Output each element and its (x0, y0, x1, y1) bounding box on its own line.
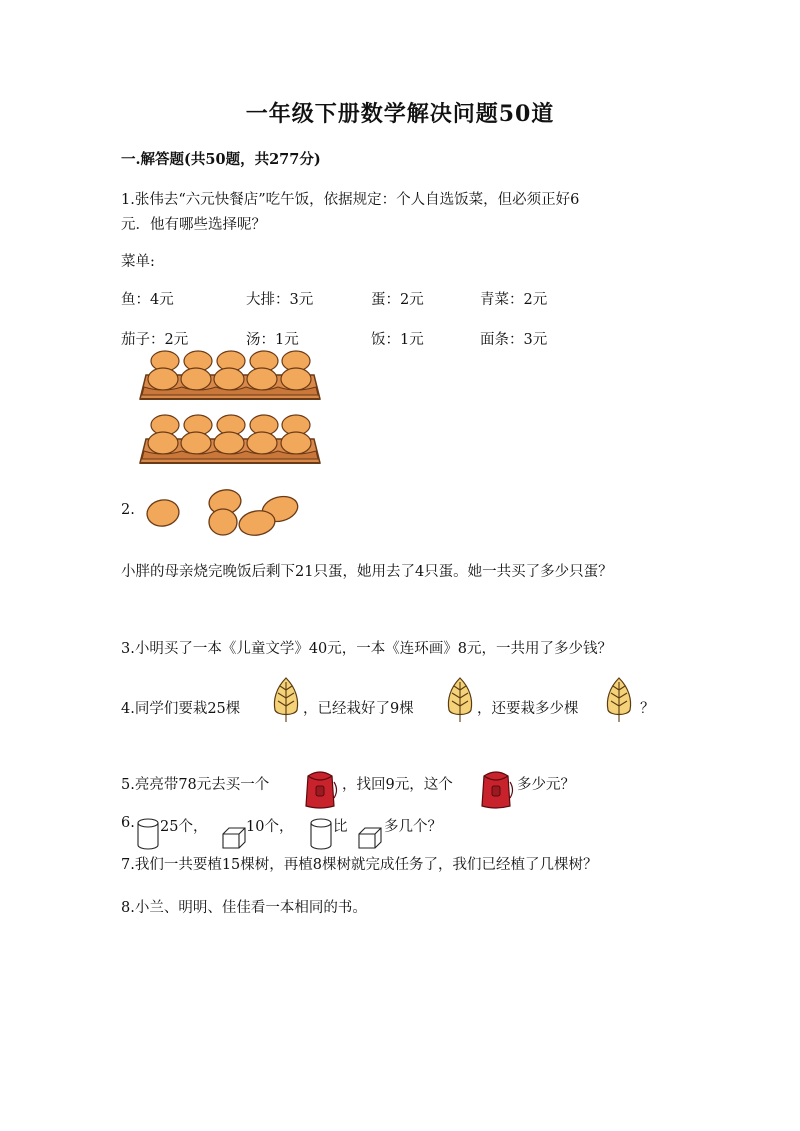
menu-item-egg: 蛋：2元 (371, 292, 424, 308)
tree-icon (445, 676, 475, 724)
menu-item-eggplant: 茄子：2元 (121, 332, 189, 348)
question-8-text: 8.小兰、明明、佳佳看一本相同的书。 (121, 900, 367, 916)
question-2-number: 2. (121, 502, 135, 518)
question-1-line-2: 元．他有哪些选择呢？ (121, 217, 266, 233)
cube-icon (357, 826, 383, 850)
menu-item-pork-chop: 大排：3元 (246, 292, 314, 308)
question-4-part-1: 4.同学们要栽25棵 (121, 701, 241, 717)
menu-label: 菜单: (121, 254, 155, 270)
egg-tray-icon (138, 413, 322, 471)
tree-icon (271, 676, 301, 724)
question-3-text: 3.小明买了一本《儿童文学》40元，一本《连环画》8元，一共用了多少钱？ (121, 641, 613, 657)
question-6-part-5: 多几个？ (384, 819, 442, 835)
menu-item-fish: 鱼：4元 (121, 292, 174, 308)
cylinder-icon (136, 818, 160, 850)
cylinder-icon (309, 818, 333, 850)
menu-item-soup: 汤：1元 (246, 332, 299, 348)
egg-tray-icon (138, 349, 322, 407)
section-heading: 一.解答题(共50题，共277分) (121, 151, 321, 168)
question-6-part-1: 6. (121, 815, 135, 831)
question-7-text: 7.我们一共要植15棵树，再植8棵树就完成任务了，我们已经植了几棵树？ (121, 857, 598, 873)
menu-item-rice: 饭：1元 (371, 332, 424, 348)
question-2-text: 小胖的母亲烧完晚饭后剩下21只蛋，她用去了4只蛋。她一共买了多少只蛋？ (121, 564, 613, 580)
tree-icon (604, 676, 634, 724)
cube-icon (221, 826, 247, 850)
page-title: 一年级下册数学解决问题50道 (245, 101, 555, 127)
egg-icon (143, 487, 303, 539)
backpack-icon (476, 768, 516, 810)
question-4-part-4: ？ (640, 701, 655, 717)
question-4-part-2: ，已经栽好了9棵 (303, 701, 414, 717)
question-6-part-3: 10个， (246, 819, 294, 835)
question-4-part-3: ，还要栽多少棵 (477, 701, 579, 717)
menu-item-noodles: 面条：3元 (480, 332, 548, 348)
question-1-line-1: 1.张伟去“六元快餐店”吃午饭，依据规定：个人自选饭菜，但必须正好6 (121, 192, 580, 208)
question-6-part-4: 比 (333, 819, 348, 835)
question-5-part-1: 5.亮亮带78元去买一个 (121, 777, 270, 793)
question-5-part-3: 多少元？ (517, 777, 575, 793)
backpack-icon (300, 768, 340, 810)
question-5-part-2: ，找回9元，这个 (342, 777, 453, 793)
menu-item-greens: 青菜：2元 (480, 292, 548, 308)
question-6-part-2: 25个， (160, 819, 208, 835)
